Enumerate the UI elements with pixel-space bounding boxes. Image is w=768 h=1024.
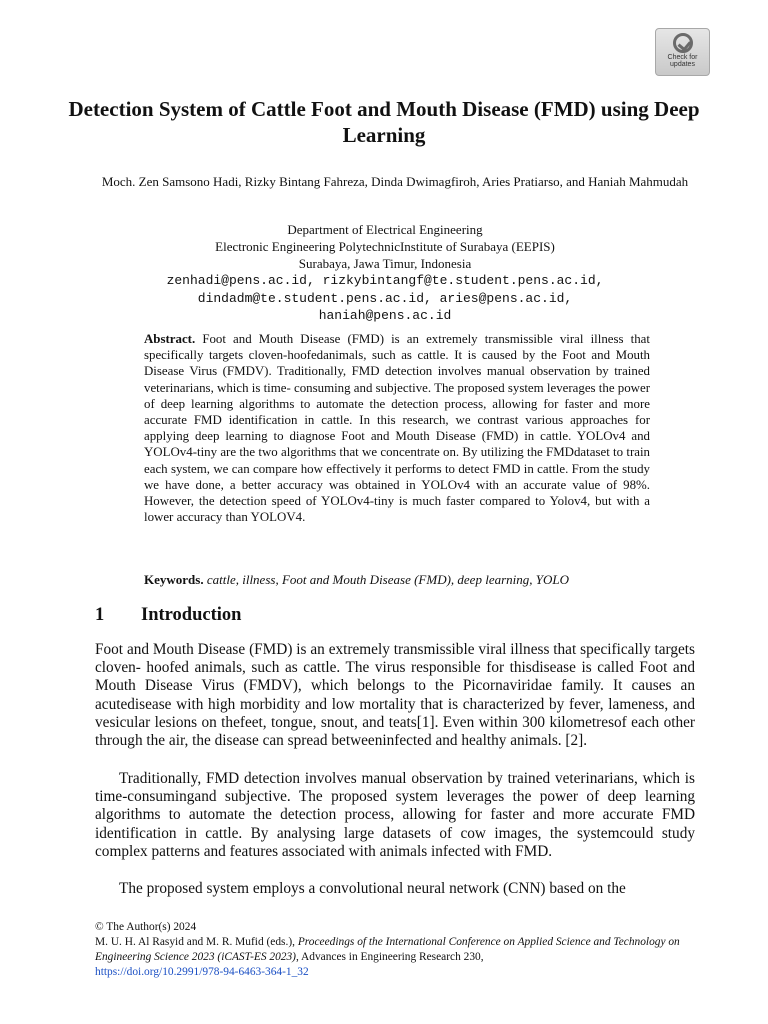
abstract-text: Foot and Mouth Disease (FMD) is an extremely transmissible viral illness that specifically targets cloven-hoofedanimals, such as cattle. It is caused by the Foot and Mouth Disease Virus (FMDV). Traditionally, FMD detection involves manual observation by trained veterinarians, which is time- consuming and subjective. The proposed system leverages the power of deep learning algorithms to automate the detection process, allowing for faster and more accurate FMD identification in cattle. In this research, we contrast various approaches for applying deep learning to diagnose Foot and Mouth Disease (FMD) in cattle. YOLOv4 and YOLOv4-tiny are the two algorithms that we concentrate on. By utilizing the FMDdataset to train each system, we can compare how effectively it performs to detect FMD in cattle. From the study we have done, a better accuracy was obtained in YOLOv4 with an accurate value of 98%. However, the detection speed of YOLOv4-tiny is much faster compared to Yolov4, but with a lower accuracy than YOLOV4. [144, 332, 650, 525]
doi-link[interactable]: https://doi.org/10.2991/978-94-6463-364-1_32 [95, 966, 309, 978]
paragraph-2: Traditionally, FMD detection involves manual observation by trained veterinarians, which is time-consumingand subjective. The proposed system leverages the power of deep learning algorithms to automate the detection process, allowing for faster and more accurate FMD identification in cattle. By analysing large datasets of cow images, the systemcould study complex patterns and features associated with animals infected with FMD. [95, 770, 695, 860]
section-number: 1 [95, 605, 105, 625]
proceedings-title: Proceedings of the International Conference on Applied Science and Technology on Engineering Science 2023 (iCAST-ES 2023) [95, 936, 680, 963]
check-for-updates-badge[interactable] [655, 28, 710, 76]
location: Surabaya, Jawa Timur, Indonesia [298, 256, 472, 271]
emails-line-3: haniah@pens.ac.id [318, 308, 452, 323]
institute: Electronic Engineering PolytechnicInstitute of Surabaya (EEPIS) [215, 239, 555, 254]
footer [95, 920, 705, 980]
paragraph-3: The proposed system employs a convolutional neural network (CNN) based on the [119, 880, 626, 897]
editors: M. U. H. Al Rasyid and M. R. Mufid (eds.), [95, 936, 295, 948]
affiliation-block [90, 221, 680, 325]
paragraph-1: Foot and Mouth Disease (FMD) is an extremely transmissible viral illness that specifically targets cloven- hoofed animals, such as cattle. The virus responsible for thisdisease is called Foot and Mouth Disease Virus (FMDV), which belongs to the Picornaviridae family. It causes an acutedisease with high morbidity and low mortality that is characterized by fever, lameness, and vesicular lesions on thefeet, tongue, snout, and teats[1]. Even within 300 kilometresof each other through the air, the disease can spread betweeninfected and healthy animals. [2]. [95, 641, 695, 750]
abstract [144, 331, 650, 525]
copyright-line: © The Author(s) 2024 [95, 921, 197, 933]
citation-line [95, 935, 705, 965]
emails-line-1: zenhadi@pens.ac.id, rizkybintangf@te.student.pens.ac.id, [166, 273, 604, 288]
badge-text-line2: updates [670, 61, 695, 68]
emails-line-2: dindadm@te.student.pens.ac.id, aries@pens.ac.id, [197, 290, 573, 306]
check-mark-icon [673, 33, 693, 53]
keywords-label: Keywords. [144, 572, 204, 587]
department: Department of Electrical Engineering [287, 222, 483, 237]
keywords [144, 571, 654, 588]
paper-title: Detection System of Cattle Foot and Mouth Disease (FMD) using Deep Learning [68, 97, 700, 147]
badge-text-line1: Check for [667, 54, 698, 61]
series-info: , Advances in Engineering Research 230, [295, 951, 484, 963]
keywords-text: cattle, illness, Foot and Mouth Disease (FMD), deep learning, YOLO [206, 572, 569, 587]
section-heading [95, 603, 241, 627]
section-title: Introduction [141, 605, 242, 625]
abstract-label: Abstract. [144, 332, 196, 346]
author-list: Moch. Zen Samsono Hadi, Rizky Bintang Fahreza, Dinda Dwimagfiroh, Aries Pratiarso, and Haniah Mahmudah [101, 174, 689, 189]
